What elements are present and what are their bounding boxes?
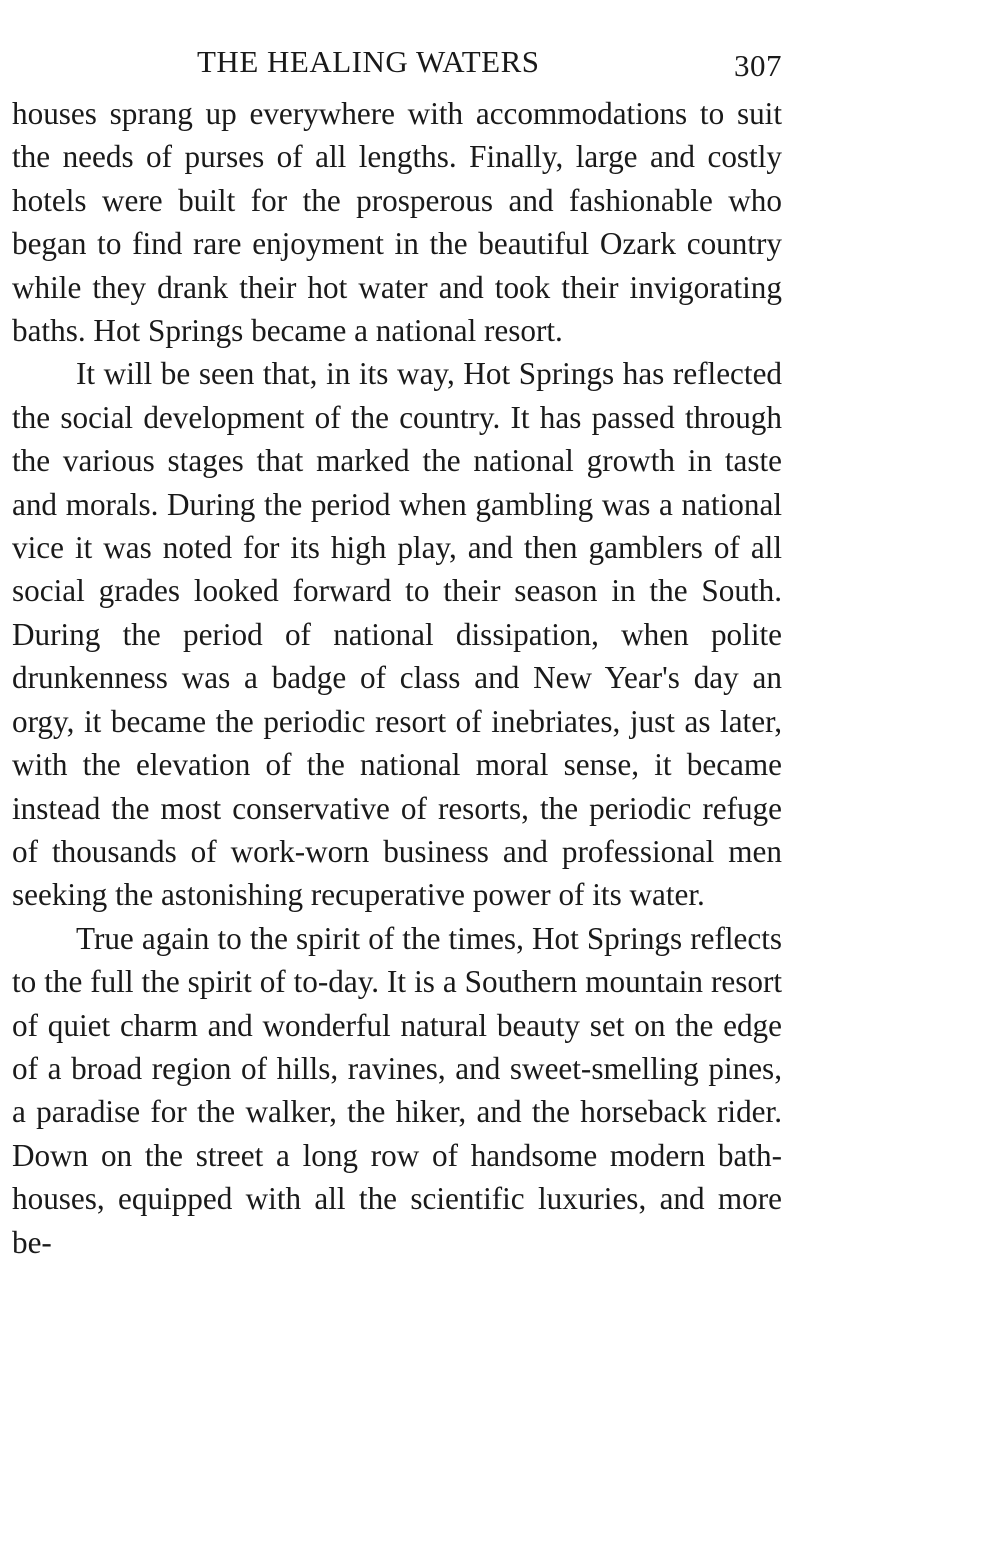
paragraph-continued: houses sprang up everywhere with accommodations to suit the needs of purses of all lengths. Finally, large and costly hotels were built for the prosperous and fashionable who began to find rare enjoyment in the beautiful Ozark country while they drank their hot water and took their invigorating baths. Hot Springs became a national resort. [12, 96, 782, 349]
paragraph: True again to the spirit of the times, Hot Springs reflects to the full the spirit of to-day. It is a Southern mountain resort of quiet charm and wonderful natural beauty set on the edge of a broad region of hills, ravines, and sweet-smelling pines, a paradise for the walker, the hiker, and the horseback rider. Down on the street a long row of handsome modern bath-houses, equipped with all the scientific luxuries, and more be- [12, 920, 782, 1260]
paragraph: It will be seen that, in its way, Hot Springs has reflected the social development of the country. It has passed through the various stages that marked the national growth in taste and morals. During the period when gambling was a national vice it was noted for its high play, and then gamblers of all social grades looked forward to their season in the South. During the period of national dissipation, when polite drunkenness was a badge of class and New Year's day an orgy, it became the periodic resort of inebriates, just as later, with the elevation of the national moral sense, it became instead the most conservative of resorts, the periodic refuge of thousands of work-worn business and professional men seeking the astonishing recuperative power of its water. [12, 356, 782, 913]
running-head [12, 44, 782, 92]
body-text [12, 92, 782, 1264]
book-page [12, 44, 782, 1264]
page-number: 307 [734, 48, 782, 83]
running-title: THE HEALING WATERS [197, 44, 540, 79]
